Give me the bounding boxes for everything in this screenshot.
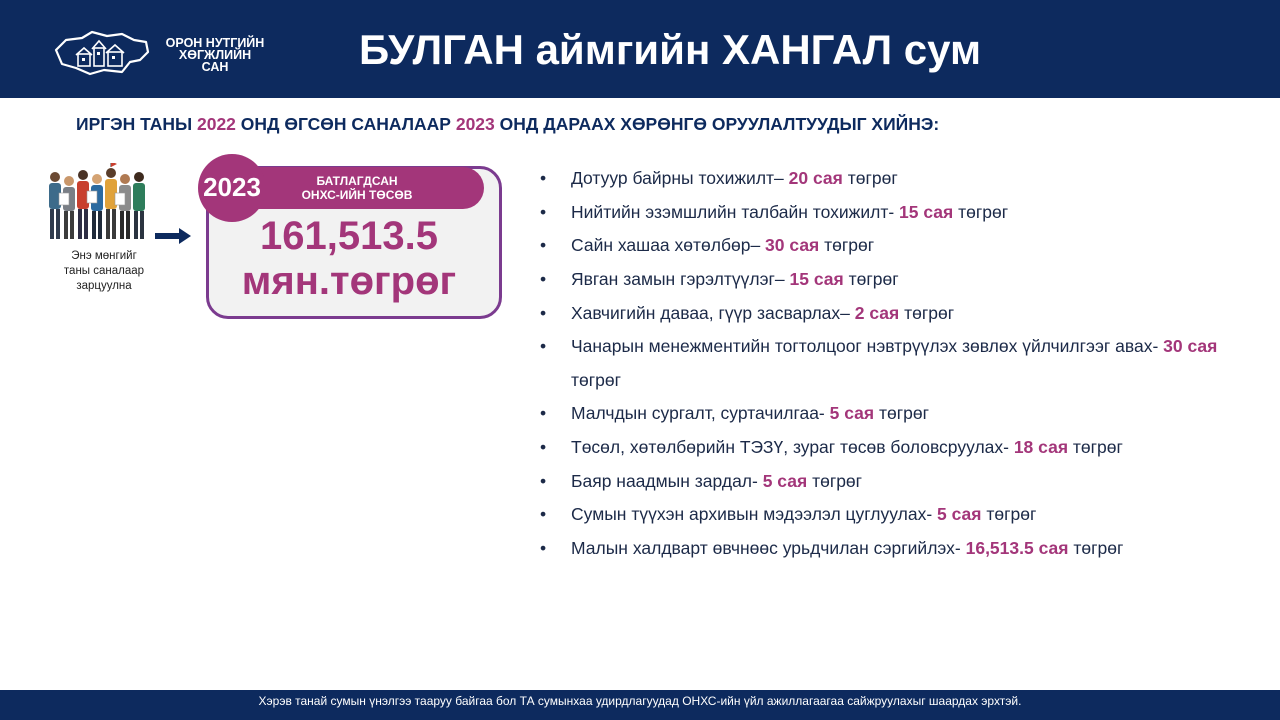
item-amount: 2 сая [854,303,900,323]
bullet-icon: • [540,269,547,289]
subtitle-part-1: ИРГЭН ТАНЫ [76,114,197,134]
budget-amount-unit: мян.төгрөг [241,259,457,303]
item-text: Чанарын менежментийн тогтолцоог нэвтрүүлэх зөвлөх үйлчилгээг авах- [571,336,1164,356]
item-text: Баяр наадмын зардал- [571,471,763,491]
item-unit: төгрөг [819,235,875,255]
budget-label [282,174,432,202]
logo [52,28,272,78]
caption-line-2: таны саналаар [63,265,145,277]
item-amount: 5 сая [762,471,808,491]
item-unit: төгрөг [843,269,899,289]
logo-line-3: САН [201,60,229,74]
budget-amount [209,214,489,304]
item-text: Дотуур байрны тохижилт– [571,168,789,188]
bullet-icon: • [540,235,547,255]
bullet-icon: • [540,303,547,323]
investment-list [540,0,1270,600]
item-unit: төгрөг [981,504,1037,524]
item-amount: 16,513.5 сая [965,538,1069,558]
bullet-icon: • [540,202,547,222]
item-text: Хавчигийн даваа, гүүр засварлах– [571,303,855,323]
budget-label-line-1: БАТЛАГДСАН [316,174,398,188]
item-text: Малын халдварт өвчнөөс урьдчилан сэргийлэх- [571,538,966,558]
item-text: Сумын түүхэн архивын мэдээлэл цуглуулах- [571,504,938,524]
item-amount: 5 сая [937,504,982,524]
people-caption [44,249,164,294]
bullet-icon: • [540,336,547,356]
subtitle-year-1: 2022 [196,114,236,134]
caption-line-1: Энэ мөнгийг [71,250,137,262]
item-unit: төгрөг [571,370,621,390]
item-unit: төгрөг [807,471,863,491]
bullet-icon: • [540,437,547,457]
footer-notice: Хэрэв танай сумын үнэлгээ тааруу байгаа бол ТА сумынхаа удирдлагуудад ОНХС-ийн үйл ажиллагаагаа сайжруулахыг шаардах эрхтэй. [0,690,1280,720]
item-amount: 30 сая [1163,336,1218,356]
item-unit: төгрөг [899,303,955,323]
bullet-icon: • [540,538,547,558]
item-unit: төгрөг [842,168,898,188]
subtitle-part-3: ОНД ДАРААХ ХӨРӨНГӨ ОРУУЛАЛТУУДЫГ ХИЙНЭ: [494,114,940,134]
logo-line-2: ХӨГЖЛИЙН [178,48,252,62]
item-text: Төсөл, хөтөлбөрийн ТЭЗҮ, зураг төсөв боловсруулах- [571,437,1014,457]
item-amount: 30 сая [765,235,820,255]
item-text: Малчдын сургалт, суртачилгаа- [571,403,830,423]
item-unit: төгрөг [874,403,929,423]
item-text: Явган замын гэрэлтүүлэг– [571,269,790,289]
map-house-icon [52,28,152,78]
item-amount: 15 сая [789,269,844,289]
item-text: Сайн хашаа хөтөлбөр– [571,235,766,255]
item-text: Нийтийн эзэмшлийн талбайн тохижилт- [571,202,900,222]
subtitle-year-2: 2023 [455,114,495,134]
subtitle-part-2: ОНД ӨГСӨН САНАЛААР [235,114,456,134]
item-unit: төгрөг [1068,538,1124,558]
item-amount: 5 сая [829,403,875,423]
year-badge-text: 2023 [203,172,261,202]
bullet-icon: • [540,504,547,524]
caption-line-3: зарцуулна [76,280,132,292]
item-unit: төгрөг [1068,437,1123,457]
citizens-illustration [45,163,151,243]
budget-amount-value: 161,513.5 [260,214,438,258]
item-amount: 18 сая [1013,437,1069,457]
item-amount: 20 сая [788,168,843,188]
bullet-icon: • [540,403,547,423]
logo-line-1: ОРОН НУТГИЙН [165,36,265,50]
item-unit: төгрөг [953,202,1009,222]
item-amount: 15 сая [899,202,954,222]
bullet-icon: • [540,168,547,188]
bullet-icon: • [540,471,547,491]
budget-label-line-2: ОНХС-ИЙН ТӨСӨВ [301,188,413,202]
logo-text [155,37,275,73]
arrow-right-icon [155,227,193,245]
page-title: БУЛГАН аймгийн ХАНГАЛ сум [358,26,982,73]
